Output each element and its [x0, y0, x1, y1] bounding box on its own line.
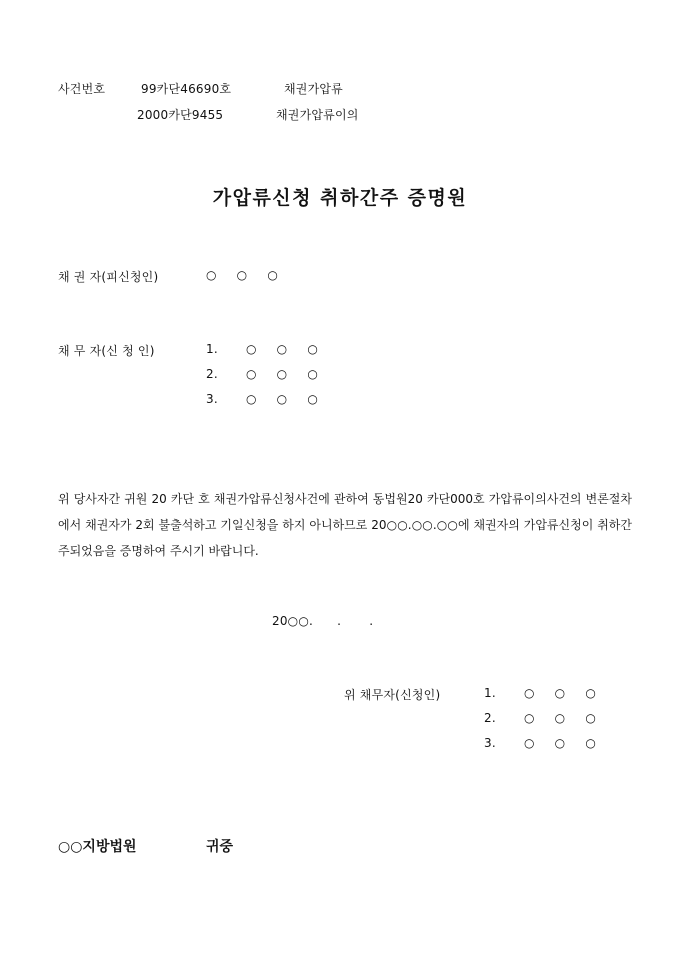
case-number-1: 99카단46690호 — [141, 82, 232, 96]
signature-label: 위 채무자(신청인) — [344, 688, 441, 702]
debtor-item-name: ○ ○ ○ — [246, 342, 319, 356]
creditor-name: ○ ○ ○ — [206, 268, 279, 282]
creditor-label: 채 권 자(피신청인) — [58, 270, 159, 284]
case-number-label: 사건번호 — [58, 82, 106, 96]
request-body: 위 당사자간 귀원 20 카단 호 채권가압류신청사건에 관하여 동법원20 카단000호 가압류이의사건의 변론절차에서 채권자가 2회 불출석하고 기일신청을 하지 아니하므로 20○○.○○.○○에 채권자의 가압류신청이 취하간주되었음을 증명하여 주시기 바랍니다. — [58, 492, 632, 558]
signature-item-2 — [484, 711, 596, 725]
debtor-item-2 — [206, 367, 318, 381]
signature-item-3 — [484, 736, 596, 750]
case-type-1: 채권가압류 — [284, 82, 343, 96]
debtor-item-name: ○ ○ ○ — [246, 367, 319, 381]
signature-item-1 — [484, 686, 596, 700]
debtor-item-num: 2. — [206, 367, 218, 381]
document-title: 가압류신청 취하간주 증명원 — [212, 187, 468, 209]
signature-item-num: 1. — [484, 686, 496, 700]
signature-item-name: ○ ○ ○ — [524, 736, 597, 750]
debtor-item-num: 3. — [206, 392, 218, 406]
signature-item-name: ○ ○ ○ — [524, 686, 597, 700]
case-number-2: 2000카단9455 — [137, 108, 224, 122]
debtor-item-num: 1. — [206, 342, 218, 356]
debtor-item-1 — [206, 342, 318, 356]
debtor-label: 채 무 자(신 청 인) — [58, 344, 155, 358]
debtor-item-3 — [206, 392, 318, 406]
document-date: 20○○. . . — [272, 614, 374, 628]
addressee: 귀중 — [206, 839, 234, 855]
court-name: ○○지방법원 — [58, 839, 137, 855]
signature-item-num: 2. — [484, 711, 496, 725]
debtor-item-name: ○ ○ ○ — [246, 392, 319, 406]
signature-item-name: ○ ○ ○ — [524, 711, 597, 725]
case-type-2: 채권가압류이의 — [276, 108, 359, 122]
signature-item-num: 3. — [484, 736, 496, 750]
